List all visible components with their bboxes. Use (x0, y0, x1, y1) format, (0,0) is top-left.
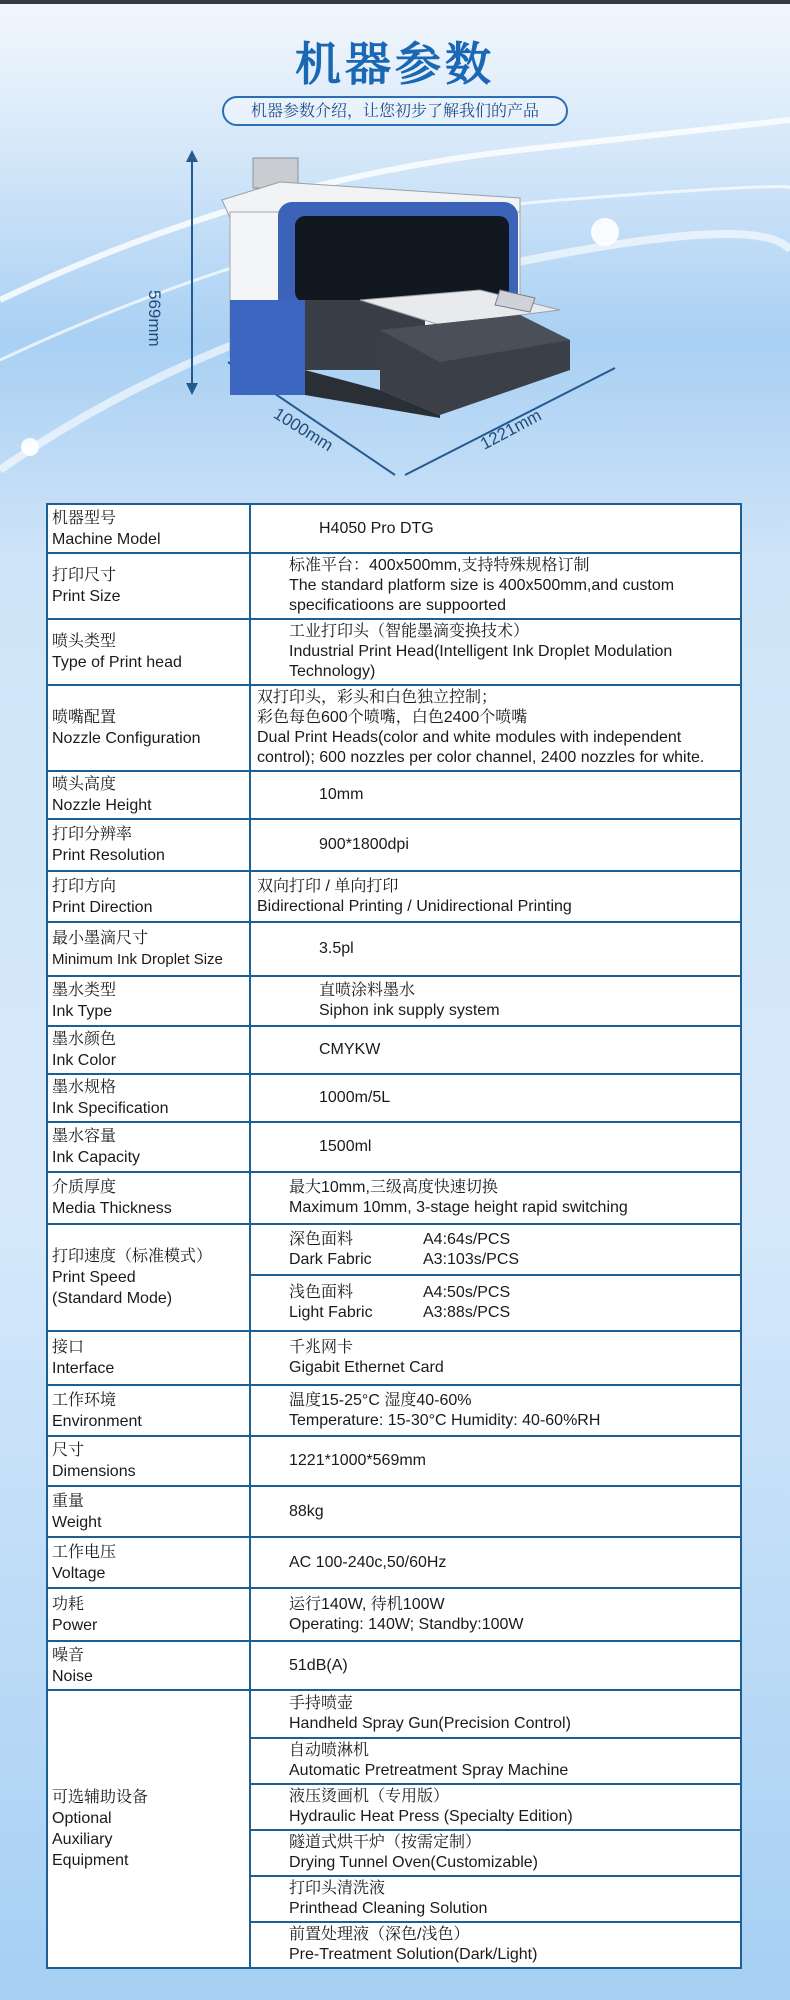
page-title: 机器参数 (295, 37, 495, 91)
table-row (47, 819, 741, 871)
table-row (47, 1486, 741, 1537)
top-bar (0, 0, 790, 4)
param-value: 1221*1000*569mm (250, 1436, 741, 1486)
table-row (47, 1588, 741, 1641)
param-label: 噪音 Noise (47, 1641, 250, 1690)
printer-figure (0, 140, 790, 510)
param-label: 喷头类型 Type of Print head (47, 619, 250, 685)
param-value: 打印头清洗液 Printhead Cleaning Solution (250, 1876, 741, 1922)
param-label: 接口 Interface (47, 1331, 250, 1385)
table-row (47, 871, 741, 922)
param-value: H4050 Pro DTG (250, 504, 741, 553)
param-label: 墨水类型 Ink Type (47, 976, 250, 1026)
table-row (47, 1641, 741, 1690)
height-dimension-label: 569mm (145, 290, 164, 347)
param-label: 介质厚度 Media Thickness (47, 1172, 250, 1224)
param-value: 千兆网卡 Gigabit Ethernet Card (250, 1331, 741, 1385)
param-label: 打印方向 Print Direction (47, 871, 250, 922)
param-label: 喷头高度 Nozzle Height (47, 771, 250, 819)
param-label: 尺寸 Dimensions (47, 1436, 250, 1486)
param-label: 墨水容量 Ink Capacity (47, 1122, 250, 1172)
param-label: 喷嘴配置 Nozzle Configuration (47, 685, 250, 771)
table-row (47, 1385, 741, 1436)
table-row (47, 1331, 741, 1385)
param-value: 双向打印 / 单向打印 Bidirectional Printing / Unidirectional Printing (250, 871, 741, 922)
param-label: 墨水规格 Ink Specification (47, 1074, 250, 1122)
param-label: 打印尺寸 Print Size (47, 553, 250, 619)
table-row (47, 1224, 741, 1275)
table-row (47, 1026, 741, 1074)
param-value: 液压烫画机（专用版） Hydraulic Heat Press (Specialty Edition) (250, 1784, 741, 1830)
param-value: 手持喷壶 Handheld Spray Gun(Precision Control) (250, 1690, 741, 1738)
printer-illustration (0, 140, 790, 510)
param-value: 最大10mm,三级高度快速切换 Maximum 10mm, 3-stage height rapid switching (250, 1172, 741, 1224)
param-value: 1500ml (250, 1122, 741, 1172)
param-value: 3.5pl (250, 922, 741, 976)
param-value: 运行140W, 待机100W Operating: 140W; Standby:100W (250, 1588, 741, 1641)
param-label: 工作环境 Environment (47, 1385, 250, 1436)
param-label: 墨水颜色 Ink Color (47, 1026, 250, 1074)
param-label: 机器型号 Machine Model (47, 504, 250, 553)
param-value: AC 100-240c,50/60Hz (250, 1537, 741, 1588)
param-label: 工作电压 Voltage (47, 1537, 250, 1588)
table-row (47, 504, 741, 553)
param-value: 直喷涂料墨水 Siphon ink supply system (250, 976, 741, 1026)
table-row (47, 553, 741, 619)
table-row (47, 1074, 741, 1122)
table-row (47, 1122, 741, 1172)
table-row (47, 619, 741, 685)
param-value: 10mm (250, 771, 741, 819)
param-value: CMYKW (250, 1026, 741, 1074)
param-value: 浅色面料 A4:50s/PCS Light Fabric A3:88s/PCS (250, 1275, 741, 1331)
table-row (47, 1172, 741, 1224)
param-value: 隧道式烘干炉（按需定制） Drying Tunnel Oven(Customizable) (250, 1830, 741, 1876)
param-label: 最小墨滴尺寸 Minimum Ink Droplet Size (47, 922, 250, 976)
param-label: 功耗 Power (47, 1588, 250, 1641)
depth-dimension-label: 1000mm (270, 403, 337, 456)
param-label: 打印分辨率 Print Resolution (47, 819, 250, 871)
param-value: 标准平台：400x500mm,支持特殊规格订制 The standard platform size is 400x500mm,and custom specificatioons are suppoorted (250, 553, 741, 619)
param-value: 1000m/5L (250, 1074, 741, 1122)
param-value: 51dB(A) (250, 1641, 741, 1690)
table-row (47, 685, 741, 771)
param-value: 深色面料 A4:64s/PCS Dark Fabric A3:103s/PCS (250, 1224, 741, 1275)
param-label: 打印速度（标准模式） Print Speed (Standard Mode) (47, 1224, 250, 1331)
table-row (47, 976, 741, 1026)
table-row (47, 1537, 741, 1588)
table-row (47, 1436, 741, 1486)
table-row (47, 1690, 741, 1738)
parameters-table (46, 503, 742, 1969)
param-value: 温度15-25°C 湿度40-60% Temperature: 15-30°C Humidity: 40-60%RH (250, 1385, 741, 1436)
table-row (47, 922, 741, 976)
param-value: 900*1800dpi (250, 819, 741, 871)
page-subtitle: 机器参数介绍，让您初步了解我们的产品 (222, 96, 568, 126)
table-row (47, 771, 741, 819)
param-value: 88kg (250, 1486, 741, 1537)
param-label: 重量 Weight (47, 1486, 250, 1537)
param-value: 前置处理液（深色/浅色） Pre-Treatment Solution(Dark/Light) (250, 1922, 741, 1968)
width-dimension-label: 1221mm (477, 405, 545, 454)
param-label: 可选辅助设备 Optional Auxiliary Equipment (47, 1690, 250, 1968)
param-value: 自动喷淋机 Automatic Pretreatment Spray Machine (250, 1738, 741, 1784)
param-value: 工业打印头（智能墨滴变换技术） Industrial Print Head(Intelligent Ink Droplet Modulation Technology) (250, 619, 741, 685)
param-value: 双打印头，彩头和白色独立控制； 彩色每色600个喷嘴，白色2400个喷嘴 Dual Print Heads(color and white modules with independent control); 600 nozzles per color channel, 2400 nozzles for white. (250, 685, 741, 771)
